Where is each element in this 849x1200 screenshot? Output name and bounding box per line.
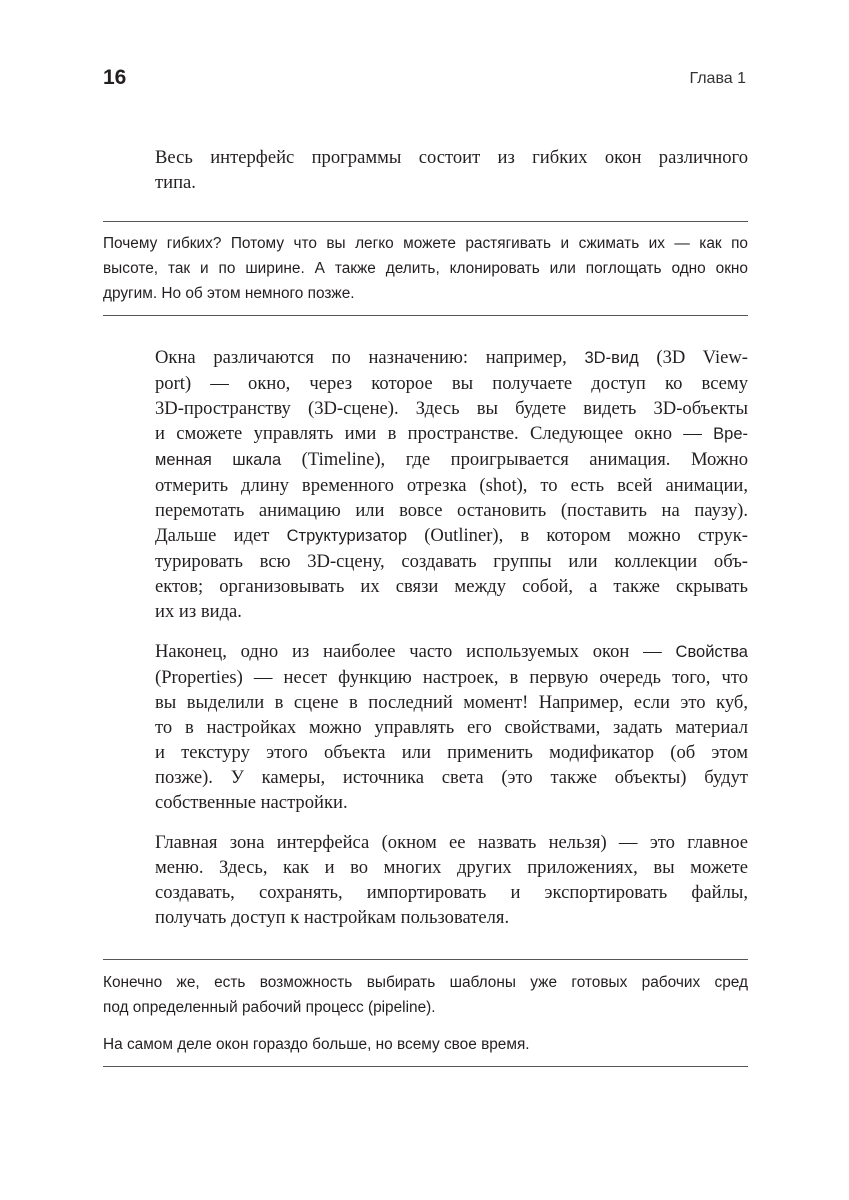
- text-segment: отмерить длину временного отрезка (shot), то есть всей анимации,: [155, 475, 748, 496]
- text-line: [155, 523, 748, 549]
- text-segment: собственные настройки.: [155, 792, 348, 813]
- ui-term: Вре-: [713, 425, 748, 443]
- text-line: [155, 880, 748, 905]
- text-segment: то в настройках можно управлять его свойствами, задать материал: [155, 717, 748, 738]
- note-paragraph: [103, 1032, 748, 1057]
- text-line: [155, 396, 748, 421]
- text-line: [155, 639, 748, 665]
- note-divider-top: [103, 221, 748, 222]
- note-box-templates: [103, 970, 748, 1057]
- text-segment: Дальше идет: [155, 525, 287, 546]
- paragraph: [155, 830, 748, 930]
- text-segment: ектов; организовывать их связи между собой, а также скрывать: [155, 576, 748, 597]
- note-line: На самом деле окон гораздо больше, но всему свое время.: [103, 1036, 530, 1053]
- text-line: [155, 421, 748, 447]
- text-segment: port) — окно, через которое вы получаете доступ ко всему: [155, 373, 748, 394]
- paragraph: [155, 639, 748, 815]
- text-segment: Окна различаются по назначению: например,: [155, 347, 585, 368]
- text-line: [155, 905, 748, 930]
- text-segment: и сможете управлять ими в пространстве. Следующее окно —: [155, 423, 714, 444]
- text-segment: создавать, сохранять, импортировать и экспортировать файлы,: [155, 882, 748, 903]
- text-line: [155, 790, 748, 815]
- text-segment: (3D View-: [638, 347, 748, 368]
- text-line: [155, 498, 748, 523]
- text-line: [155, 830, 748, 855]
- note-paragraph: [103, 231, 748, 306]
- note-divider-top: [103, 959, 748, 960]
- text-segment: (Outliner), в котором можно струк-: [407, 525, 748, 546]
- ui-term: 3D-вид: [584, 349, 639, 367]
- text-segment: 3D-пространству (3D-сцене). Здесь вы будете видеть 3D-объекты: [155, 398, 748, 419]
- note-divider-bottom: [103, 1066, 748, 1067]
- note-line: Конечно же, есть возможность выбирать шаблоны уже готовых рабочих сред: [103, 974, 748, 991]
- text-segment: Весь интерфейс программы состоит из гибких окон различного: [155, 147, 748, 168]
- ui-term: Структуризатор: [286, 527, 408, 545]
- text-segment: (Timeline), где проигрывается анимация. Можно: [281, 449, 748, 470]
- text-line: [155, 447, 748, 473]
- note-paragraph: [103, 970, 748, 1020]
- text-line: [155, 345, 748, 371]
- text-line: [155, 690, 748, 715]
- note-line: другим. Но об этом немного позже.: [103, 285, 355, 302]
- intro-paragraph: [155, 145, 748, 195]
- chapter-title: Глава 1: [689, 70, 746, 87]
- text-line: [155, 473, 748, 498]
- note-line: под определенный рабочий процесс (pipeline).: [103, 999, 436, 1016]
- text-segment: получать доступ к настройкам пользователя.: [155, 907, 510, 928]
- ui-term: Свойства: [675, 643, 748, 661]
- text-line: [155, 599, 748, 624]
- text-segment: турировать всю 3D-сцену, создавать группы или коллекции объ-: [155, 551, 748, 572]
- text-segment: позже). У камеры, источника света (это также объекты) будут: [155, 767, 748, 788]
- text-line: [155, 574, 748, 599]
- text-line: [155, 740, 748, 765]
- text-segment: перемотать анимацию или вовсе остановить (поставить на паузу).: [155, 500, 748, 521]
- note-divider-bottom: [103, 315, 748, 316]
- text-line: [155, 715, 748, 740]
- ui-term: менная шкала: [155, 451, 282, 469]
- paragraph: [155, 345, 748, 624]
- text-line: [155, 549, 748, 574]
- text-segment: Наконец, одно из наиболее часто используемых окон —: [155, 641, 676, 662]
- note-line: Почему гибких? Потому что вы легко можете растягивать и сжимать их — как по: [103, 235, 748, 252]
- text-line: [155, 145, 748, 170]
- text-line: [155, 665, 748, 690]
- text-segment: (Properties) — несет функцию настроек, в первую очередь того, что: [155, 667, 748, 688]
- text-segment: их из вида.: [155, 601, 242, 622]
- page-number: 16: [103, 66, 127, 89]
- note-line: высоте, так и по ширине. А также делить, клонировать или поглощать одно окно: [103, 260, 748, 277]
- text-segment: вы выделили в сцене в последний момент! Например, если это куб,: [155, 692, 748, 713]
- text-line: [155, 855, 748, 880]
- note-box-flexible-windows: [103, 231, 748, 306]
- text-line: [155, 170, 748, 195]
- text-segment: и текстуру этого объекта или применить модификатор (об этом: [155, 742, 748, 763]
- text-line: [155, 371, 748, 396]
- text-line: [155, 765, 748, 790]
- text-segment: Главная зона интерфейса (окном ее назвать нельзя) — это главное: [155, 832, 748, 853]
- main-text: [155, 345, 748, 930]
- text-segment: типа.: [155, 172, 196, 193]
- text-segment: меню. Здесь, как и во многих других приложениях, вы можете: [155, 857, 748, 878]
